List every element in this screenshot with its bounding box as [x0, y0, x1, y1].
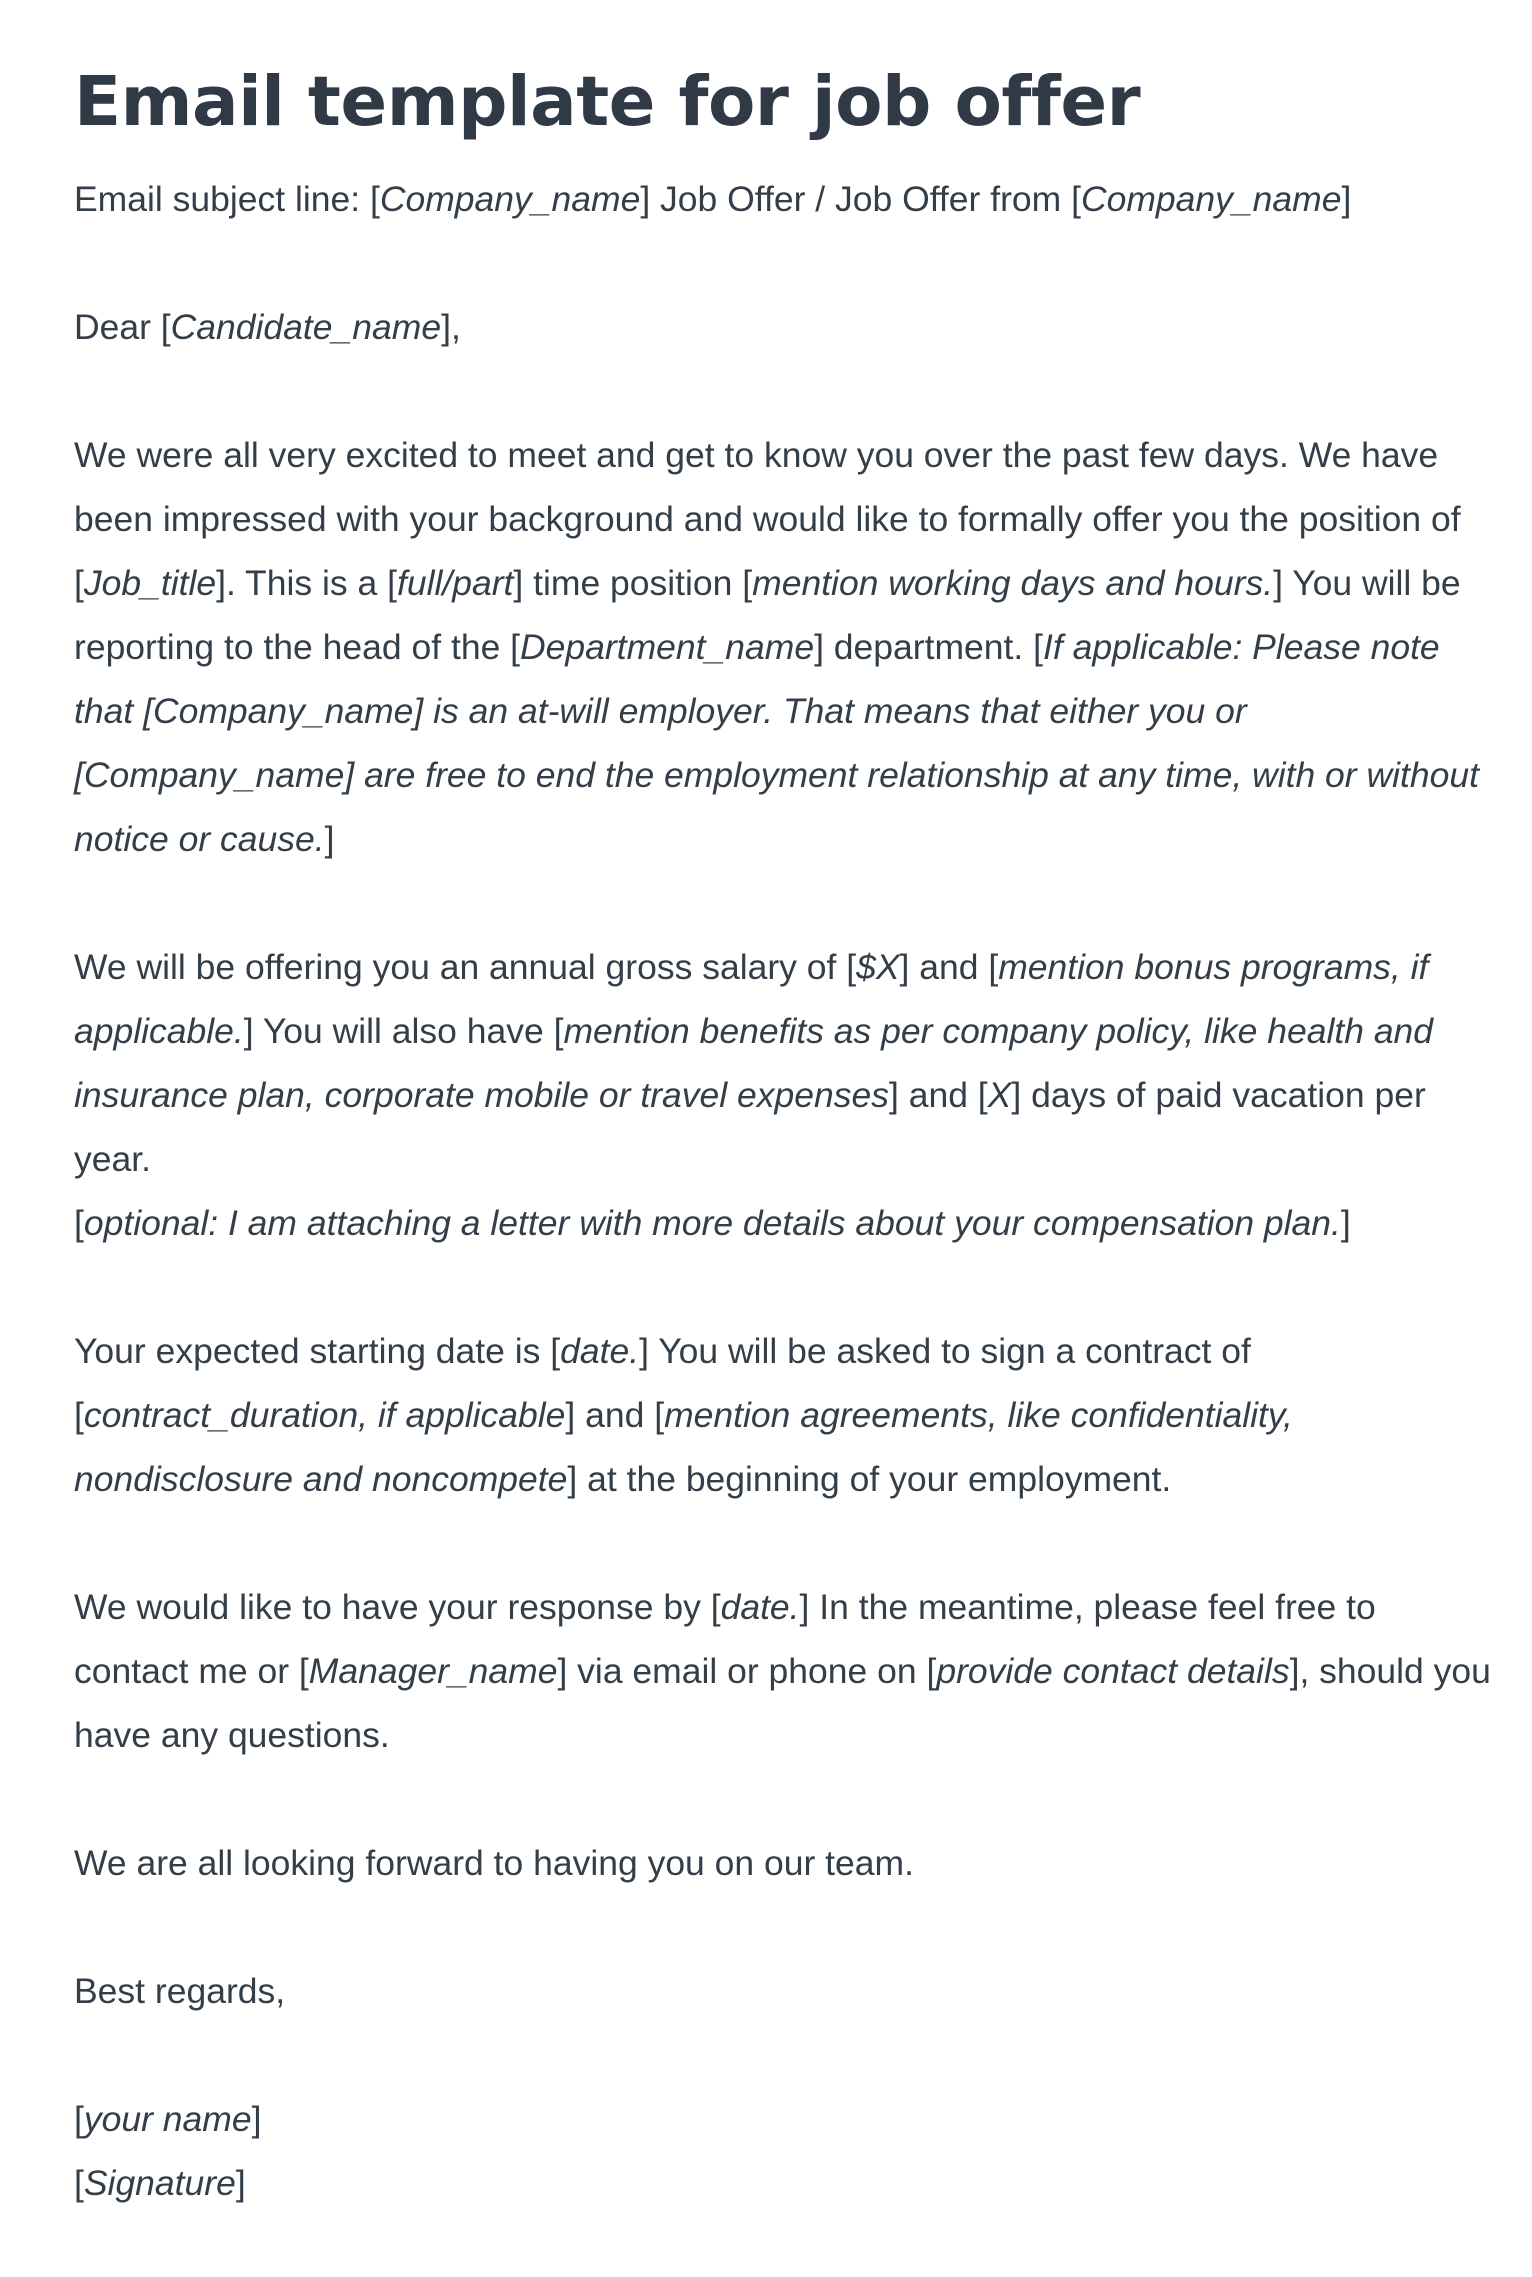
candidate-name-placeholder: Candidate_name	[170, 307, 442, 347]
paragraph-text: We will be offering you an annual gross salary of [	[74, 947, 857, 987]
manager-name-placeholder: Manager_name	[308, 1651, 558, 1691]
paragraph-text: ] and [	[899, 947, 999, 987]
contract-duration-placeholder: contract_duration, if applicable	[83, 1395, 566, 1435]
subject-label: Email subject line: [	[74, 179, 380, 219]
bonus-placeholder: mention bonus programs, if applicable.	[74, 947, 1429, 1051]
salary-placeholder: $X	[856, 947, 900, 987]
bracket: ],	[441, 307, 461, 347]
spacer	[74, 1767, 1494, 1831]
optional-placeholder: optional: I am attaching a letter with more details about your compensation plan.	[83, 1203, 1341, 1243]
vacation-days-placeholder: X	[987, 1075, 1012, 1115]
bracket: ]	[251, 2099, 262, 2139]
paragraph-text: ] at the beginning of your employment.	[567, 1459, 1172, 1499]
spacer	[74, 1255, 1494, 1319]
optional-compensation-note	[74, 1191, 1494, 1255]
paragraph-text: ] days of paid vacation per year.	[74, 1075, 1426, 1179]
paragraph-text: We would like to have your response by [	[74, 1587, 721, 1627]
paragraph-text: ] department. [	[814, 627, 1043, 667]
paragraph-text: ] via email or phone on [	[557, 1651, 937, 1691]
paragraph-text: ] You will be asked to sign a contract of [	[74, 1331, 1251, 1435]
greeting	[74, 295, 1494, 359]
paragraph-text: ] time position [	[513, 563, 753, 603]
spacer	[74, 231, 1494, 295]
paragraph-text: Your expected starting date is [	[74, 1331, 561, 1371]
company-name-placeholder: Company_name	[379, 179, 641, 219]
benefits-placeholder: mention benefits as per company policy, like health and insurance plan, corporate mobile or travel expenses	[74, 1011, 1434, 1115]
full-part-placeholder: full/part	[396, 563, 514, 603]
greeting-text: Dear [	[74, 307, 171, 347]
start-date-paragraph	[74, 1319, 1494, 1511]
contact-details-placeholder: provide contact details	[936, 1651, 1290, 1691]
paragraph-text: ]. This is a [	[216, 563, 397, 603]
bracket: [	[74, 2099, 84, 2139]
paragraph-text: ] You will be reporting to the head of the [	[74, 563, 1461, 667]
bracket: [	[74, 1203, 84, 1243]
your-name-line	[74, 2087, 1494, 2151]
agreements-placeholder: mention agreements, like confidentiality, nondisclosure and noncompete	[74, 1395, 1293, 1499]
spacer	[74, 1511, 1494, 1575]
email-template-document	[74, 56, 1494, 2215]
paragraph-text: ] and [	[888, 1075, 988, 1115]
working-days-placeholder: mention working days and hours.	[752, 563, 1274, 603]
spacer	[74, 2023, 1494, 2087]
signature-line	[74, 2151, 1494, 2215]
paragraph-text: ] and [	[565, 1395, 665, 1435]
your-name-placeholder: your name	[83, 2099, 252, 2139]
signature-placeholder: Signature	[83, 2163, 236, 2203]
spacer	[74, 871, 1494, 935]
page-title: Email template for job offer	[74, 62, 1141, 142]
sign-off: Best regards,	[74, 1971, 286, 2011]
company-name-placeholder: Company_name	[1080, 179, 1342, 219]
date-placeholder: date.	[720, 1587, 800, 1627]
date-placeholder: date.	[560, 1331, 640, 1371]
job-title-placeholder: Job_title	[83, 563, 217, 603]
subject-text: ] Job Offer / Job Offer from [	[640, 179, 1081, 219]
bracket: ]	[1340, 1203, 1351, 1243]
bracket: ]	[1341, 179, 1352, 219]
at-will-placeholder: If applicable: Please note that [Company_name] is an at-will employer. That means that either you or [Company_name] are free to end the employment relationship at any time, with or without notice or cause.	[74, 627, 1479, 859]
paragraph-text: We were all very excited to meet and get to know you over the past few days. We have been impressed with your background and would like to formally offer you the position of [	[74, 435, 1461, 603]
department-name-placeholder: Department_name	[520, 627, 815, 667]
bracket: [	[74, 2163, 84, 2203]
spacer	[74, 359, 1494, 423]
offer-paragraph	[74, 423, 1494, 871]
paragraph-text: ], should you have any questions.	[74, 1651, 1491, 1755]
paragraph-text: ] You will also have [	[243, 1011, 564, 1051]
spacer	[74, 1895, 1494, 1959]
salary-paragraph	[74, 935, 1494, 1191]
email-subject-line	[74, 167, 1494, 231]
response-paragraph	[74, 1575, 1494, 1767]
bracket: ]	[235, 2163, 246, 2203]
closing-line: We are all looking forward to having you on our team.	[74, 1843, 914, 1883]
bracket: ]	[324, 819, 335, 859]
paragraph-text: ] In the meantime, please feel free to contact me or [	[74, 1587, 1376, 1691]
